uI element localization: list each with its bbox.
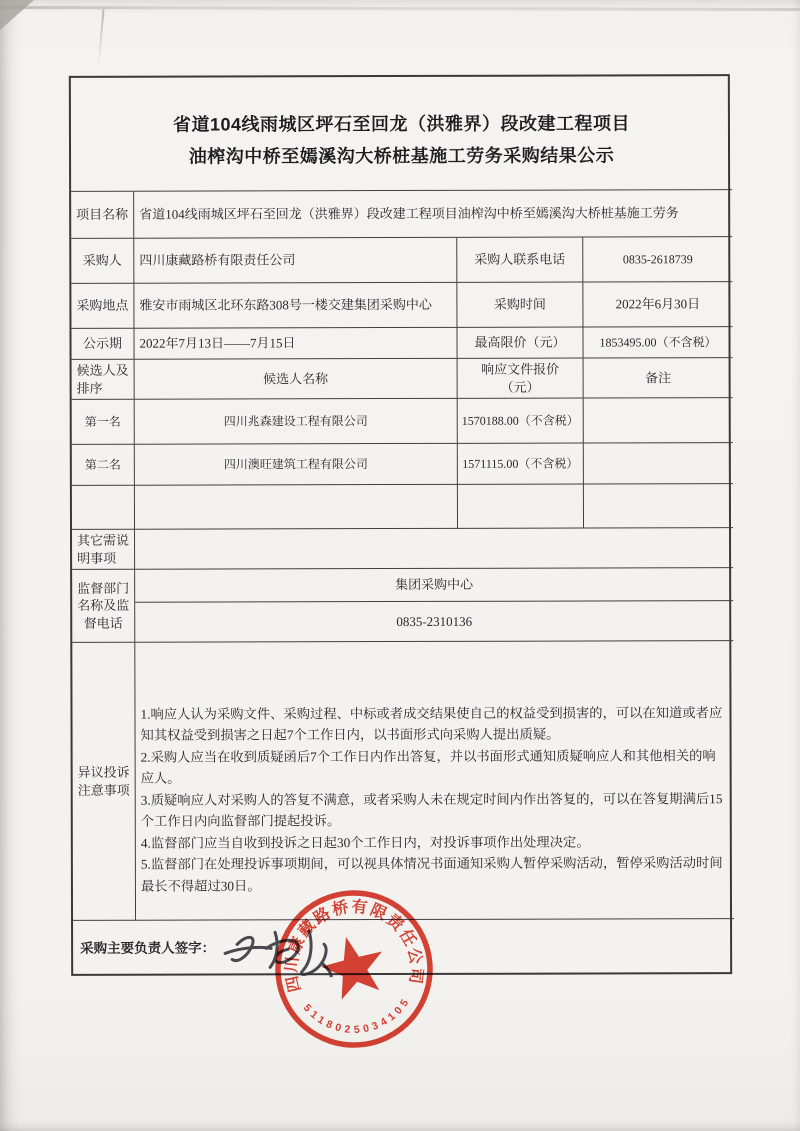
- purchaser-phone-value: 0835-2618739: [583, 237, 732, 282]
- objection-text: 1.响应人认为采购文件、采购过程、中标或者成交结果使自己的权益受到损害的，可以在知道或者应知其权益受到损害之日起7个工作日内，以书面形式向采购人提出质疑。 2.采购人应当在收到质疑函后7个工作日内作出答复，并以书面形式通知质疑响应人和其他相关的响应人。 3.质疑响应人对采购人的答复不满意，或者采购人未在规定时间内作出答复的，可以在答复期满后15个工作日内向监督部门提起投诉。 4.监督部门应当自收到投诉之日起30个工作日内，对投诉事项作出处理决定。 5.监督部门在处理投诉事项期间，可以视具体情况书面通知采购人暂停采购活动，暂停采购活动时间最长不得超过30日。: [135, 641, 734, 921]
- candidate-rank: 第二名: [72, 445, 135, 486]
- supervision-department: 集团采购中心: [135, 568, 733, 603]
- supervision-phone: 0835-2310136: [135, 601, 733, 643]
- candidate-rank: 第一名: [72, 400, 135, 445]
- publicity-period-label: 公示期: [71, 329, 134, 360]
- candidate-price: 1571115.00（不含税）: [458, 444, 584, 485]
- red-seal-stamp: [254, 869, 454, 1069]
- location-value: 雅安市雨城区北环东路308号一楼交建集团采购中心: [134, 283, 457, 329]
- candidate-remark: [584, 398, 733, 443]
- signature-label: 采购主要负责人签字：: [80, 940, 216, 957]
- max-price-value: 1853495.00（不含税）: [583, 327, 732, 358]
- other-notes-label: 其它需说 明事项: [72, 530, 135, 570]
- publicity-period-value: 2022年7月13日——7月15日: [134, 328, 457, 360]
- candidates-rank-header: 候选人及 排序: [72, 360, 135, 400]
- title-line-2: 油榨沟中桥至嫣溪沟大桥桩基施工劳务采购结果公示: [188, 144, 615, 167]
- objection-label: 异议投诉 注意事项: [72, 643, 136, 921]
- candidate-rank: [72, 486, 135, 530]
- candidate-name: 四川兆森建设工程有限公司: [135, 399, 458, 445]
- supervision-label: 监督部门 名称及监 督电话: [72, 570, 135, 643]
- project-name-label: 项目名称: [71, 192, 134, 239]
- candidates-remark-header: 备注: [584, 358, 733, 398]
- candidate-name: [135, 485, 458, 530]
- seal-star-icon: [316, 929, 391, 1002]
- purchaser-label: 采购人: [71, 239, 134, 284]
- purchaser-phone-label: 采购人联系电话: [457, 238, 583, 283]
- seal-code-text: 5118025034105: [300, 994, 414, 1037]
- max-price-label: 最高限价（元）: [457, 328, 583, 359]
- title-line-1: 省道104线雨城区坪石至回龙（洪雅界）段改建工程项目: [172, 112, 630, 135]
- document-title: [71, 76, 732, 192]
- candidate-remark: [584, 443, 733, 484]
- candidate-price: [458, 485, 584, 529]
- location-label: 采购地点: [71, 284, 134, 329]
- procurement-result-table: [69, 74, 732, 976]
- other-notes-value: [135, 528, 733, 570]
- candidates-price-header: 响应文件报价 （元）: [458, 359, 584, 399]
- candidate-name: 四川澳旺建筑工程有限公司: [135, 444, 458, 486]
- paper-top-edge: [0, 6, 800, 11]
- paper-corner-fold: [0, 0, 34, 30]
- candidate-remark: [584, 484, 733, 528]
- purchaser-value: 四川康藏路桥有限责任公司: [134, 238, 457, 284]
- seal-company-text: 四川康藏路桥有限责任公司: [283, 898, 425, 994]
- paper-crease: [97, 9, 104, 67]
- candidate-price: 1570188.00（不含税）: [458, 399, 584, 444]
- project-name-value: 省道104线雨城区坪石至回龙（洪雅界）段改建工程项目油榨沟中桥至嫣溪沟大桥桩基施工劳务: [134, 190, 732, 239]
- candidates-name-header: 候选人名称: [135, 359, 458, 400]
- time-label: 采购时间: [457, 283, 583, 328]
- time-value: 2022年6月30日: [583, 282, 732, 327]
